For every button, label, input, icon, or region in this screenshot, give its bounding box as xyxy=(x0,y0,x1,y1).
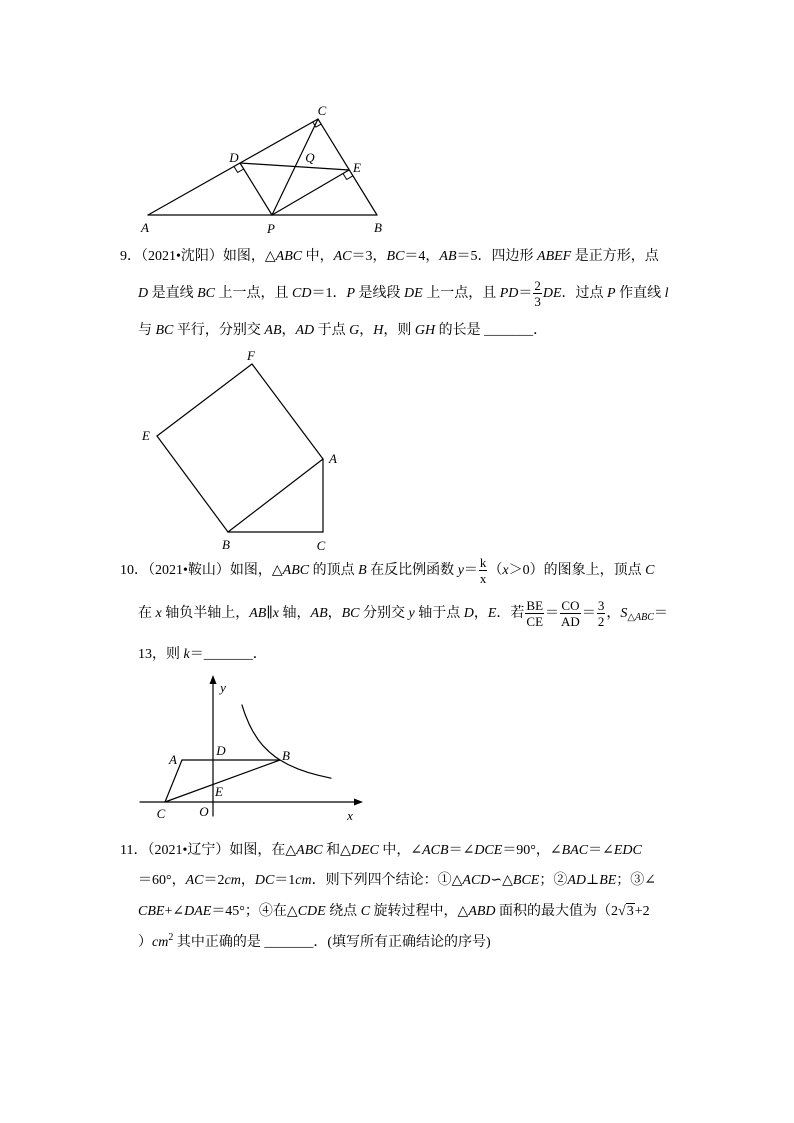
label-d: D xyxy=(229,150,239,165)
figure-triangle-abc xyxy=(140,103,382,236)
side-cb xyxy=(318,119,377,215)
math-variable: ACB xyxy=(422,843,449,858)
segment-pe xyxy=(272,170,349,215)
text-run: 旋转过程中，△ xyxy=(370,904,469,919)
math-variable: ABC xyxy=(275,249,303,264)
math-variable: D xyxy=(463,606,474,621)
math-variable: ABC xyxy=(282,563,310,578)
label-o: O xyxy=(199,804,209,819)
math-variable: AB xyxy=(310,606,328,621)
math-variable: GH xyxy=(414,323,436,338)
fraction xyxy=(525,598,544,629)
fraction xyxy=(560,598,581,629)
text-run: ⊥ xyxy=(586,873,600,888)
text-run: 在反比例函数 xyxy=(366,563,458,578)
text-run: ；③∠ xyxy=(616,873,657,888)
label-e: E xyxy=(353,160,361,175)
text-run: ＝∠ xyxy=(448,843,475,858)
text-run: 于点 xyxy=(314,323,350,338)
fraction-denominator: x xyxy=(479,571,487,587)
label-c: C xyxy=(156,806,166,821)
text-run: ．过点 xyxy=(561,286,608,301)
text-run: 分别交 xyxy=(359,606,409,621)
math-variable: BC xyxy=(197,286,216,301)
label-e: E xyxy=(215,784,223,799)
text-run: ， xyxy=(327,606,342,621)
fraction-denominator: CE xyxy=(526,614,544,630)
math-variable: AD xyxy=(295,323,315,338)
label-b: B xyxy=(222,537,230,552)
text-run: ） xyxy=(138,935,152,950)
label-c: C xyxy=(316,538,326,553)
fraction-denominator: 3 xyxy=(534,294,541,310)
fraction-numerator: 3 xyxy=(597,598,605,614)
subscript: △ABC xyxy=(627,612,654,623)
text-run: √ xyxy=(618,904,626,919)
math-variable: CBE xyxy=(138,904,165,919)
text-run: 作直线 xyxy=(615,286,665,301)
text-run: 是正方形，点 xyxy=(571,249,659,264)
text-run: ＝ xyxy=(545,606,560,621)
math-variable: x xyxy=(272,606,280,621)
text-run: 9．（2021•沈阳）如图，△ xyxy=(120,249,276,264)
text-run: ．则下列四个结论：①△ xyxy=(311,873,463,888)
math-variable: ABC xyxy=(296,843,323,858)
math-variable: ACD xyxy=(462,873,491,888)
text-run: ＝ xyxy=(653,606,668,621)
hyperbola-curve xyxy=(242,705,331,778)
label-f: F xyxy=(247,348,255,363)
text-run: ， xyxy=(473,606,488,621)
figure-hyperbola-axes xyxy=(140,675,363,823)
fraction-denominator: AD xyxy=(561,614,580,630)
math-variable: BC xyxy=(341,606,360,621)
label-a: A xyxy=(169,752,177,767)
text-run: 轴负半轴上， xyxy=(161,606,250,621)
text-run: ＝ xyxy=(189,647,204,662)
side-ba xyxy=(228,459,323,532)
text-run: ∽△ xyxy=(490,873,513,888)
math-variable: cm xyxy=(152,935,169,950)
math-variable: P xyxy=(346,286,356,301)
text-run: 是直线 xyxy=(148,286,198,301)
label-c: C xyxy=(317,103,327,118)
math-variable: AC xyxy=(333,249,352,264)
math-variable: ABD xyxy=(468,904,496,919)
problem-10-line-1 xyxy=(120,551,654,591)
label-e: E xyxy=(142,428,150,443)
label-x: x xyxy=(347,808,353,823)
text-run: 中， xyxy=(302,249,334,264)
fraction-denominator: 2 xyxy=(597,614,605,630)
text-run: 其中正确的是 xyxy=(173,935,265,950)
answer-blank: _______ xyxy=(484,323,534,338)
math-variable: AC xyxy=(185,873,204,888)
math-variable: PD xyxy=(499,286,519,301)
y-axis-arrow-icon xyxy=(210,675,217,684)
text-run: ＝3， xyxy=(351,249,387,264)
math-variable: AB xyxy=(249,606,267,621)
side-fe xyxy=(157,364,252,436)
text-run: ；② xyxy=(539,873,568,888)
math-variable: BE xyxy=(599,873,617,888)
text-run: ． xyxy=(252,647,267,662)
fraction-numerator: 2 xyxy=(534,278,541,294)
text-run: ＝ xyxy=(463,563,478,578)
text-run: 的顶点 xyxy=(309,563,359,578)
math-variable: l xyxy=(664,286,669,301)
math-variable: y xyxy=(457,563,464,578)
fraction-numerator: CO xyxy=(561,598,580,614)
label-y: y xyxy=(220,680,226,695)
label-b: B xyxy=(282,748,290,763)
text-run: ＝4， xyxy=(404,249,440,264)
text-run: ．若 xyxy=(496,606,525,621)
segment-dp xyxy=(240,163,272,215)
text-run: 平行，分别交 xyxy=(173,323,265,338)
math-variable: DC xyxy=(254,873,275,888)
text-run: 13，则 xyxy=(138,647,184,662)
answer-blank: _______ xyxy=(203,647,253,662)
text-run: 的长是 xyxy=(435,323,485,338)
label-q: Q xyxy=(305,150,315,165)
math-variable: G xyxy=(349,323,360,338)
text-run: 绕点 xyxy=(325,904,361,919)
fraction xyxy=(533,278,542,309)
math-variable: AB xyxy=(439,249,457,264)
text-run: 中，∠ xyxy=(378,843,423,858)
problem-10-line-2 xyxy=(138,594,668,634)
math-variable: H xyxy=(373,323,384,338)
text-run: +2 xyxy=(634,904,650,919)
text-run: +∠ xyxy=(164,904,185,919)
math-variable: CDE xyxy=(297,904,326,919)
x-axis-arrow-icon xyxy=(354,799,363,806)
math-variable: BC xyxy=(386,249,405,264)
label-b: B xyxy=(374,220,382,235)
math-variable: y xyxy=(408,606,415,621)
math-variable: DAE xyxy=(184,904,212,919)
text-run: ＝ xyxy=(518,286,533,301)
text-run: ∥ xyxy=(266,606,273,621)
math-variable: DE xyxy=(404,286,423,301)
text-run: 和△ xyxy=(322,843,351,858)
math-variable: S xyxy=(620,606,628,621)
text-run: ＝90°，∠ xyxy=(502,843,562,858)
fraction-numerator: BE xyxy=(526,598,544,614)
math-variable: C xyxy=(360,904,371,919)
math-variable: x xyxy=(155,606,162,621)
text-run: ， xyxy=(359,323,374,338)
text-run: ＝45°；④在△ xyxy=(211,904,298,919)
text-run: ＞0）的图象上，顶点 xyxy=(508,563,646,578)
fraction xyxy=(597,598,606,629)
text-run: ＝ xyxy=(581,606,596,621)
math-variable: EDC xyxy=(613,843,642,858)
text-run: ＝2 xyxy=(203,873,225,888)
text-run: ＝60°， xyxy=(138,873,186,888)
text-run: ．(填写所有正确结论的序号) xyxy=(313,935,491,950)
math-variable: CD xyxy=(292,286,312,301)
text-run: ，则 xyxy=(383,323,415,338)
fraction xyxy=(479,555,488,586)
math-variable: D xyxy=(138,286,149,301)
math-variable: k xyxy=(183,647,190,662)
math-variable: DEC xyxy=(350,843,379,858)
math-variable: AD xyxy=(567,873,587,888)
answer-blank: _______ xyxy=(264,935,314,950)
figure-square-abef xyxy=(141,348,337,553)
superscript: 2 xyxy=(168,932,174,943)
math-variable: E xyxy=(487,606,497,621)
text-run: （ xyxy=(488,563,503,578)
text-run: 上一点，且 xyxy=(422,286,500,301)
math-variable: ABEF xyxy=(537,249,572,264)
math-variable: cm xyxy=(295,873,312,888)
math-variable: BC xyxy=(155,323,174,338)
math-variable: AB xyxy=(264,323,282,338)
label-d: D xyxy=(216,743,226,758)
math-variable: C xyxy=(645,563,655,578)
text-run: 是线段 xyxy=(355,286,405,301)
math-variable: BCE xyxy=(512,873,540,888)
side-ac xyxy=(148,119,318,215)
math-variable: B xyxy=(358,563,367,578)
text-run: ＝1． xyxy=(311,286,347,301)
label-a: A xyxy=(141,220,149,235)
text-run: 11．（2021•辽宁）如图，在△ xyxy=(120,843,297,858)
text-run: ＝1 xyxy=(274,873,296,888)
label-a: A xyxy=(329,451,337,466)
side-eb xyxy=(157,436,228,532)
problem-9-line-2 xyxy=(138,274,669,314)
text-run: ， xyxy=(281,323,296,338)
text-run: 在 xyxy=(138,606,156,621)
fraction-numerator: k xyxy=(479,555,487,571)
label-p: P xyxy=(267,221,275,236)
math-variable: P xyxy=(607,286,616,301)
text-run: 面积的最大值为（2 xyxy=(495,904,619,919)
problem-9-line-3 xyxy=(138,311,547,351)
text-run: 轴于点 xyxy=(414,606,464,621)
side-af xyxy=(252,364,323,459)
math-variable: DE xyxy=(542,286,562,301)
text-run: 10．（2021•鞍山）如图，△ xyxy=(120,563,283,578)
radicand: 3 xyxy=(626,904,634,919)
text-run: ＝∠ xyxy=(588,843,614,858)
problem-9-line-1 xyxy=(120,237,659,277)
text-run: ． xyxy=(533,323,548,338)
text-run: ＝5．四边形 xyxy=(456,249,538,264)
right-angle-mark-e xyxy=(343,174,353,180)
math-variable: DCE xyxy=(474,843,503,858)
problem-11-line-4 xyxy=(138,923,491,963)
text-run: 上一点，且 xyxy=(215,286,293,301)
math-variable: cm xyxy=(224,873,241,888)
text-run: 与 xyxy=(138,323,156,338)
text-run: ， xyxy=(240,873,255,888)
text-run: ， xyxy=(606,606,621,621)
math-variable: BAC xyxy=(561,843,589,858)
math-variable: x xyxy=(502,563,509,578)
problem-10-line-3 xyxy=(138,635,267,675)
text-run: 轴， xyxy=(279,606,311,621)
